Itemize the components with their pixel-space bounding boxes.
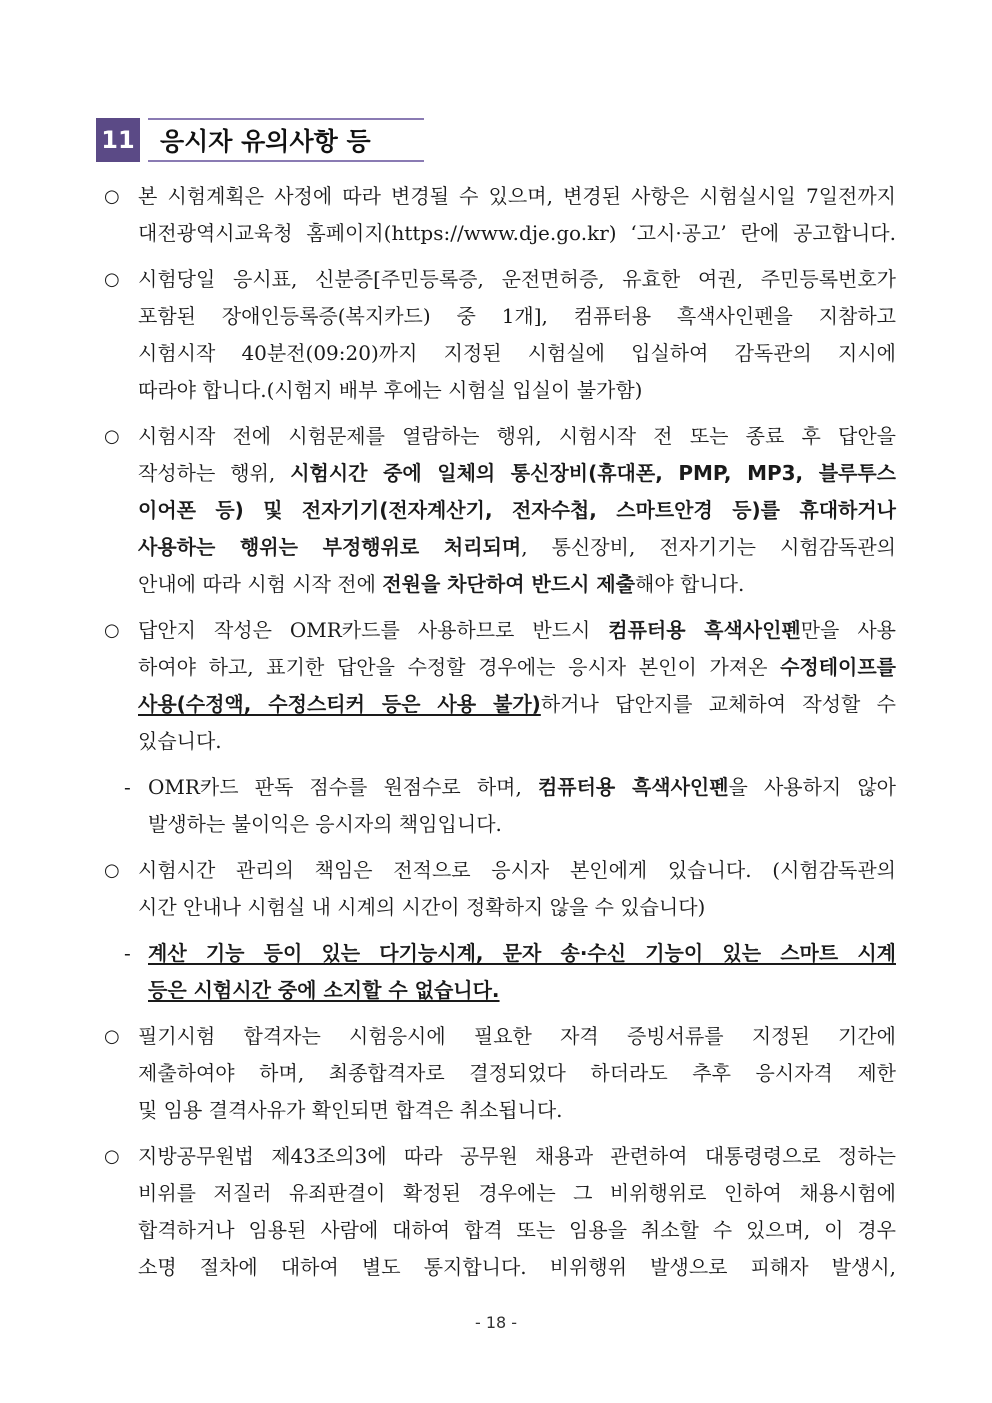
notice-item-required-items [104, 261, 896, 409]
text-line: 합격하거나 임용된 사람에 대하여 합격 또는 임용을 취소할 수 있으며, 이 경우 [138, 1218, 896, 1242]
notice-item-answer-sheet [104, 612, 896, 760]
text-line: 지방공무원법 제43조의3에 따라 공무원 채용과 관련하여 대통령령으로 정하는 [138, 1144, 896, 1168]
text-line: 필기시험 합격자는 시험응시에 필요한 자격 증빙서류를 지정된 기간에 [138, 1024, 896, 1048]
text-line: 시험시간 관리의 책임은 전적으로 응시자 본인에게 있습니다. (시험감독관의 [138, 858, 896, 882]
text-line: 따라야 합니다.(시험지 배부 후에는 시험실 입실이 불가함) [138, 378, 643, 402]
notice-item-misconduct [104, 418, 896, 603]
text-span: 만을 사용 [800, 618, 896, 642]
bold-text: 수정테이프를 [780, 655, 896, 679]
notice-item-documents [104, 1018, 896, 1129]
section-title: 응시자 유의사항 등 [148, 118, 424, 162]
bold-text: 사용하는 행위는 부정행위로 처리되며 [138, 535, 522, 559]
circle-bullet: ○ [104, 269, 120, 290]
text-span: 안내에 따라 시험 시작 전에 [138, 572, 383, 596]
text-line: 제출하여야 하며, 최종합격자로 결정되었다 하더라도 추후 응시자격 제한 [138, 1061, 896, 1085]
dash-bullet: - [124, 775, 131, 799]
bold-underlined-text: 계산 기능 등이 있는 다기능시계, 문자 송·수신 기능이 있는 스마트 시계 [148, 941, 896, 965]
text-span: 작성하는 행위, [138, 461, 291, 485]
dash-bullet: - [124, 941, 131, 965]
bold-text: 이어폰 등) 및 전자기기(전자계산기, 전자수첩, 스마트안경 등)를 휴대하거나 [138, 498, 896, 522]
text-line: 소명 절차에 대하여 별도 통지합니다. 비위행위 발생으로 피해자 발생시, [138, 1255, 896, 1279]
circle-bullet: ○ [104, 1026, 120, 1047]
text-span: OMR카드 판독 점수를 원점수로 하며, [148, 775, 538, 799]
text-line: 시험시작 전에 시험문제를 열람하는 행위, 시험시작 전 또는 종료 후 답안을 [138, 424, 896, 448]
circle-bullet: ○ [104, 860, 120, 881]
text-line [148, 769, 896, 806]
circle-bullet: ○ [104, 1146, 120, 1167]
text-line: 대전광역시교육청 홈페이지(https://www.dje.go.kr) ‘고시·공고’ 란에 공고합니다. [138, 221, 896, 245]
sub-item-smart-watch [104, 935, 896, 1009]
circle-bullet: ○ [104, 620, 120, 641]
notice-item-time-management [104, 852, 896, 926]
circle-bullet: ○ [104, 426, 120, 447]
text-span: 을 사용하지 않아 [728, 775, 896, 799]
text-line: 발생하는 불이익은 응시자의 책임입니다. [148, 812, 502, 836]
bold-text: 시험시간 중에 일체의 통신장비(휴대폰, PMP, MP3, 블루투스 [290, 461, 896, 485]
text-span: 하거나 답안지를 교체하여 작성할 수 [540, 692, 896, 716]
text-line [148, 935, 896, 972]
bold-underlined-text: 등은 시험시간 중에 소지할 수 없습니다. [148, 978, 500, 1002]
text-span: , 통신장비, 전자기기는 시험감독관의 [521, 535, 897, 559]
text-line: 비위를 저질러 유죄판결이 확정된 경우에는 그 비위행위로 인하여 채용시험에 [138, 1181, 896, 1205]
section-number: 11 [96, 118, 140, 162]
page-number: - 18 - [474, 1313, 518, 1332]
notice-item-schedule-change [104, 178, 896, 252]
text-line: 및 임용 결격사유가 확인되면 합격은 취소됩니다. [138, 1098, 563, 1122]
text-line [138, 529, 896, 566]
page-body [104, 178, 896, 1295]
text-line [138, 566, 896, 603]
text-line [138, 686, 896, 723]
text-line [138, 649, 896, 686]
text-line: 시간 안내나 시험실 내 시계의 시간이 정확하지 않을 수 있습니다) [138, 895, 706, 919]
text-line [138, 492, 896, 529]
bold-text: 컴퓨터용 흑색사인펜 [608, 618, 801, 642]
text-line: 시험당일 응시표, 신분증[주민등록증, 운전면허증, 유효한 여권, 주민등록번호가 [138, 267, 896, 291]
text-line: 시험시작 40분전(09:20)까지 지정된 시험실에 입실하여 감독관의 지시에 [138, 341, 896, 365]
notice-item-civil-service-law [104, 1138, 896, 1286]
section-heading [96, 118, 424, 164]
text-line: 본 시험계획은 사정에 따라 변경될 수 있으며, 변경된 사항은 시험실시일 7일전까지 [138, 184, 896, 208]
bold-text: 전원을 차단하여 반드시 제출 [382, 572, 636, 596]
text-line [148, 972, 896, 1009]
text-line [138, 612, 896, 649]
text-line [138, 455, 896, 492]
sub-item-omr-scoring [104, 769, 896, 843]
text-span: 답안지 작성은 OMR카드를 사용하므로 반드시 [138, 618, 609, 642]
bold-text: 컴퓨터용 흑색사인펜 [537, 775, 729, 799]
bold-underlined-text: 사용(수정액, 수정스티커 등은 사용 불가) [138, 692, 541, 716]
text-line: 있습니다. [138, 729, 222, 753]
text-span: 하여야 하고, 표기한 답안을 수정할 경우에는 응시자 본인이 가져온 [138, 655, 781, 679]
text-span: 해야 합니다. [635, 572, 745, 596]
circle-bullet: ○ [104, 186, 120, 207]
text-line: 포함된 장애인등록증(복지카드) 중 1개], 컴퓨터용 흑색사인펜을 지참하고 [138, 304, 896, 328]
